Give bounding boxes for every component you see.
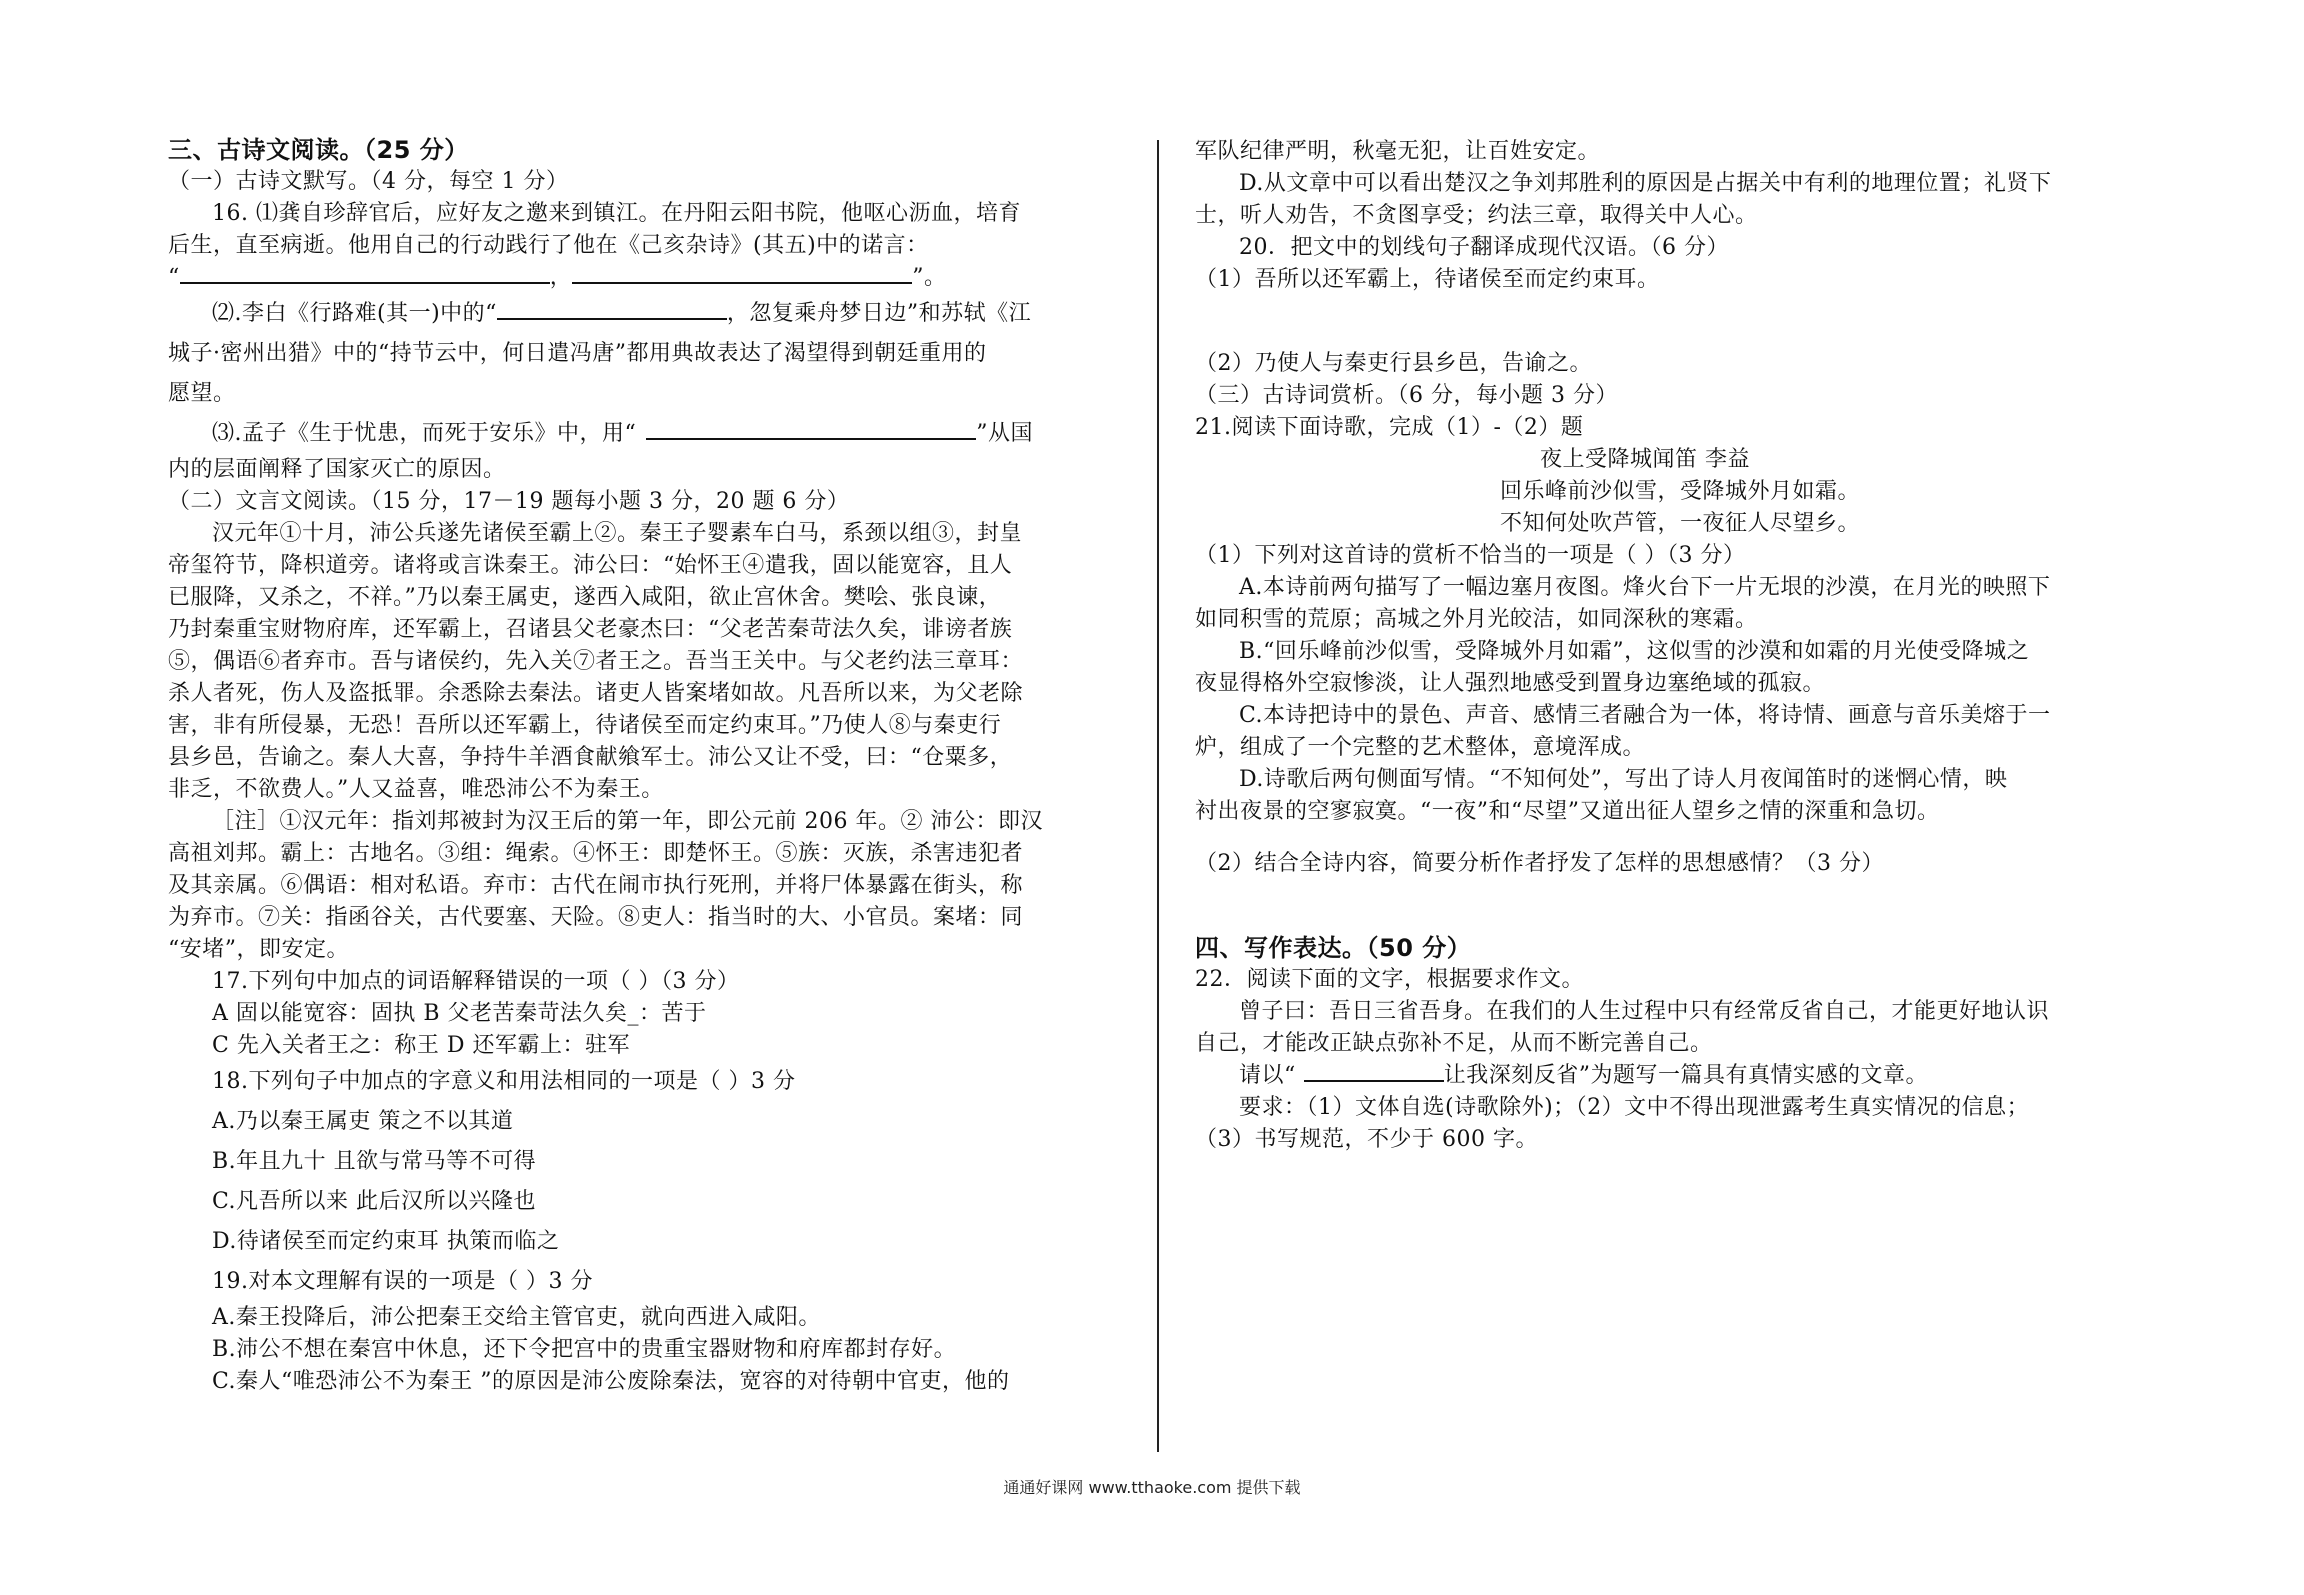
q16-3-line1 (168, 414, 1138, 454)
q19-option-c-cont: 军队纪律严明，秋毫无犯，让百姓安定。 (1195, 139, 1601, 164)
q21-1-stem: （1）下列对这首诗的赏析不恰当的一项是（ ）（3 分） (1195, 543, 1746, 568)
q16-1-line3 (168, 262, 1138, 294)
q21-2-stem: （2）结合全诗内容，简要分析作者抒发了怎样的思想感情？（3 分） (1195, 851, 1884, 876)
q22-requirements-line2: （3）书写规范，不少于 600 字。 (1195, 1127, 1538, 1152)
q21-1-option-c-line2: 炉，组成了一个完整的艺术整体，意境浑成。 (1195, 735, 1646, 760)
note-line: 高祖刘邦。霸上：古地名。③组：绳索。④怀王：即楚怀王。⑤族：灭族，杀害违犯者 (168, 841, 1024, 866)
classical-passage (168, 518, 1138, 806)
q21-1-option-c-line1: C.本诗把诗中的景色、声音、感情三者融合为一体，将诗情、画意与音乐美熔于一 (1239, 703, 2051, 728)
q18-option-b: B.年且九十 且欲与常马等不可得 (212, 1149, 537, 1174)
q17-stem: 17.下列句中加点的词语解释错误的一项（ ）（3 分） (212, 969, 740, 994)
passage-line: 汉元年①十月，沛公兵遂先诸侯至霸上②。秦王子婴素车白马，系颈以组③，封皇 (212, 521, 1023, 546)
q16-3-text-pre: ⑶.孟子《生于忧患，而死于安乐》中，用“ (212, 421, 637, 446)
passage-line: 帝玺符节，降枳道旁。诸将或言诛秦王。沛公曰：“始怀王④遣我，固以能宽容，且人 (168, 553, 1013, 578)
q16-2-line1 (168, 294, 1138, 334)
note-line: “安堵”，即安定。 (168, 937, 349, 962)
q20-sentence-1: （1）吾所以还军霸上，待诸侯至而定约束耳。 (1195, 267, 1660, 292)
q22-requirements-line1: 要求：（1）文体自选(诗歌除外)；（2）文中不得出现泄露考生真实情况的信息； (1239, 1095, 2030, 1120)
note-line: 为弃市。⑦关：指函谷关，古代要塞、天险。⑧吏人：指当时的大、小官员。案堵：同 (168, 905, 1024, 930)
q20-stem: 20．把文中的划线句子翻译成现代汉语。（6 分） (1239, 235, 1729, 260)
q19-option-b: B.沛公不想在秦宫中休息，还下令把宫中的贵重宝器财物和府库都封存好。 (212, 1337, 957, 1362)
q21-1-option-a-line1: A.本诗前两句描写了一幅边塞月夜图。烽火台下一片无垠的沙漠，在月光的映照下 (1239, 575, 2051, 600)
q17-options-ab: A 固以能宽容：固执 B 父老苦秦苛法久矣_：苦于 (212, 1001, 707, 1026)
q21-1-option-b-line2: 夜显得格外空寂惨淡，让人强烈地感受到置身边塞绝域的孤寂。 (1195, 671, 1826, 696)
q21-2-answer-space[interactable] (1195, 880, 2155, 932)
q19-option-a: A.秦王投降后，沛公把秦王交给主管官吏，就向西进入咸阳。 (212, 1305, 821, 1330)
passage-line: 乃封秦重宝财物府库，还军霸上，召诸县父老豪杰曰：“父老苦秦苛法久矣，诽谤者族 (168, 617, 1013, 642)
passage-line: 已服降，又杀之，不祥。”乃以秦王属吏，遂西入咸阳，欲止宫休舍。樊哙、张良谏， (168, 585, 1002, 610)
q16-1-blank-b[interactable] (572, 262, 912, 284)
passage-line: 非乏，不欲费人。”人又益喜，唯恐沛公不为秦王。 (168, 777, 664, 802)
q18-option-c: C.凡吾所以来 此后汉所以兴隆也 (212, 1189, 537, 1214)
passage-line: ⑤，偶语⑥者弃市。吾与诸侯约，先入关⑦者王之。吾当王关中。与父老约法三章耳： (168, 649, 1024, 674)
q16-3-line2: 内的层面阐释了国家灭亡的原因。 (168, 457, 506, 482)
q21-stem: 21.阅读下面诗歌，完成（1）-（2）题 (1195, 415, 1584, 440)
passage-line: 杀人者死，伤人及盗抵罪。余悉除去秦法。诸吏人皆案堵如故。凡吾所以来，为父老除 (168, 681, 1024, 706)
q18-stem: 18.下列句子中加点的字意义和用法相同的一项是（ ）3 分 (212, 1069, 796, 1094)
q19-option-d-line1: D.从文章中可以看出楚汉之争刘邦胜利的原因是占据关中有利的地理位置；礼贤下 (1239, 171, 2052, 196)
footer-source: 通通好课网 www.tthaoke.com 提供下载 (1003, 1478, 1301, 1497)
q21-1-option-d-line2: 衬出夜景的空寥寂寞。“一夜”和“尽望”又道出征人望乡之情的深重和急切。 (1195, 799, 1940, 824)
q18-option-a: A.乃以秦王属吏 策之不以其道 (212, 1109, 514, 1134)
q16-2-text-pre: ⑵.李白《行路难(其一)中的“ (212, 301, 497, 326)
right-column (1195, 136, 2155, 1156)
q16-1-open-quote: “ (168, 265, 180, 290)
q19-stem: 19.对本文理解有误的一项是（ ）3 分 (212, 1269, 593, 1294)
passage-line: 县乡邑，告谕之。秦人大喜，争持牛羊酒食献飨军士。沛公又让不受，曰：“仓粟多， (168, 745, 1013, 770)
q16-2-line2: 城子·密州出猎》中的“持节云中，何日遣冯唐”都用典故表达了渴望得到朝廷重用的 (168, 341, 987, 366)
q16-3-blank[interactable] (646, 418, 976, 440)
q16-3-text-post: ”从国 (976, 421, 1033, 446)
column-divider (1157, 140, 1159, 1452)
part-1-title: （一）古诗文默写。（4 分，每空 1 分） (168, 169, 569, 194)
q16-1-line2: 后生，直至病逝。他用自己的行动践行了他在《己亥杂诗》(其五)中的诺言： (168, 233, 929, 258)
part-3-title: （三）古诗词赏析。（6 分，每小题 3 分） (1195, 383, 1618, 408)
left-column (168, 134, 1138, 1398)
passage-line: 害，非有所侵暴，无恐！吾所以还军霸上，待诸侯至而定约束耳。”乃使人⑧与秦吏行 (168, 713, 1002, 738)
spacer (1195, 828, 2155, 848)
note-line: 及其亲属。⑥偶语：相对私语。弃市：古代在闹市执行死刑，并将尸体暴露在街头，称 (168, 873, 1024, 898)
passage-notes (168, 806, 1138, 966)
q17-options-cd: C 先入关者王之：称王 D 还军霸上：驻军 (212, 1033, 630, 1058)
q16-2-line3: 愿望。 (168, 381, 236, 406)
note-line: ［注］①汉元年：指刘邦被封为汉王后的第一年，即公元前 206 年。② 沛公：即汉 (212, 809, 1043, 834)
q18-option-d: D.待诸侯至而定约束耳 执策而临之 (212, 1229, 560, 1254)
q19-option-d-line2: 士，听人劝告，不贪图享受；约法三章，取得关中人心。 (1195, 203, 1758, 228)
q22-text-line1: 曾子曰：吾日三省吾身。在我们的人生过程中只有经常反省自己，才能更好地认识 (1239, 999, 2050, 1024)
q22-prompt (1195, 1060, 2155, 1092)
q16-1-close-quote: ”。 (912, 265, 947, 290)
q22-title-blank[interactable] (1304, 1060, 1444, 1082)
q20-sentence-2: （2）乃使人与秦吏行县乡邑，告谕之。 (1195, 351, 1592, 376)
q22-prompt-pre: 请以“ (1239, 1063, 1296, 1088)
q22-prompt-post: 让我深刻反省”为题写一篇具有真情实感的文章。 (1443, 1063, 1928, 1088)
q21-1-option-a-line2: 如同积雪的荒原；高城之外月光皎洁，如同深秋的寒霜。 (1195, 607, 1758, 632)
q16-2-text-post: ，忽复乘舟梦日边”和苏轼《江 (726, 301, 1032, 326)
q22-stem: 22．阅读下面的文字，根据要求作文。 (1195, 967, 1584, 992)
poem-line-1: 回乐峰前沙似雪，受降城外月如霜。 (1500, 479, 1861, 504)
q22-text-line2: 自己，才能改正缺点弥补不足，从而不断完善自己。 (1195, 1031, 1713, 1056)
poem-title: 夜上受降城闻笛 李益 (1540, 447, 1750, 472)
q19-option-c: C.秦人“唯恐沛公不为秦王 ”的原因是沛公废除秦法，宽容的对待朝中官吏，他的 (212, 1369, 1010, 1394)
q16-2-blank[interactable] (497, 298, 727, 320)
q16-1-comma: ， (549, 265, 573, 290)
q21-1-option-d-line1: D.诗歌后两句侧面写情。“不知何处”，写出了诗人月夜闻笛时的迷惘心情，映 (1239, 767, 2008, 792)
part-2-title: （二）文言文阅读。（15 分，17－19 题每小题 3 分，20 题 6 分） (168, 489, 850, 514)
section-3-title: 三、古诗文阅读。（25 分） (168, 136, 469, 164)
poem-line-2: 不知何处吹芦管，一夜征人尽望乡。 (1500, 511, 1861, 536)
q20-answer-space-1[interactable] (1195, 296, 2155, 348)
q16-1-line1: 16. ⑴龚自珍辞官后，应好友之邀来到镇江。在丹阳云阳书院，他呕心沥血，培育 (212, 201, 1021, 226)
q21-1-option-b-line1: B.“回乐峰前沙似雪，受降城外月如霜”，这似雪的沙漠和如霜的月光使受降城之 (1239, 639, 2030, 664)
section-4-title: 四、写作表达。（50 分） (1195, 934, 1472, 962)
q16-1-blank-a[interactable] (180, 262, 550, 284)
